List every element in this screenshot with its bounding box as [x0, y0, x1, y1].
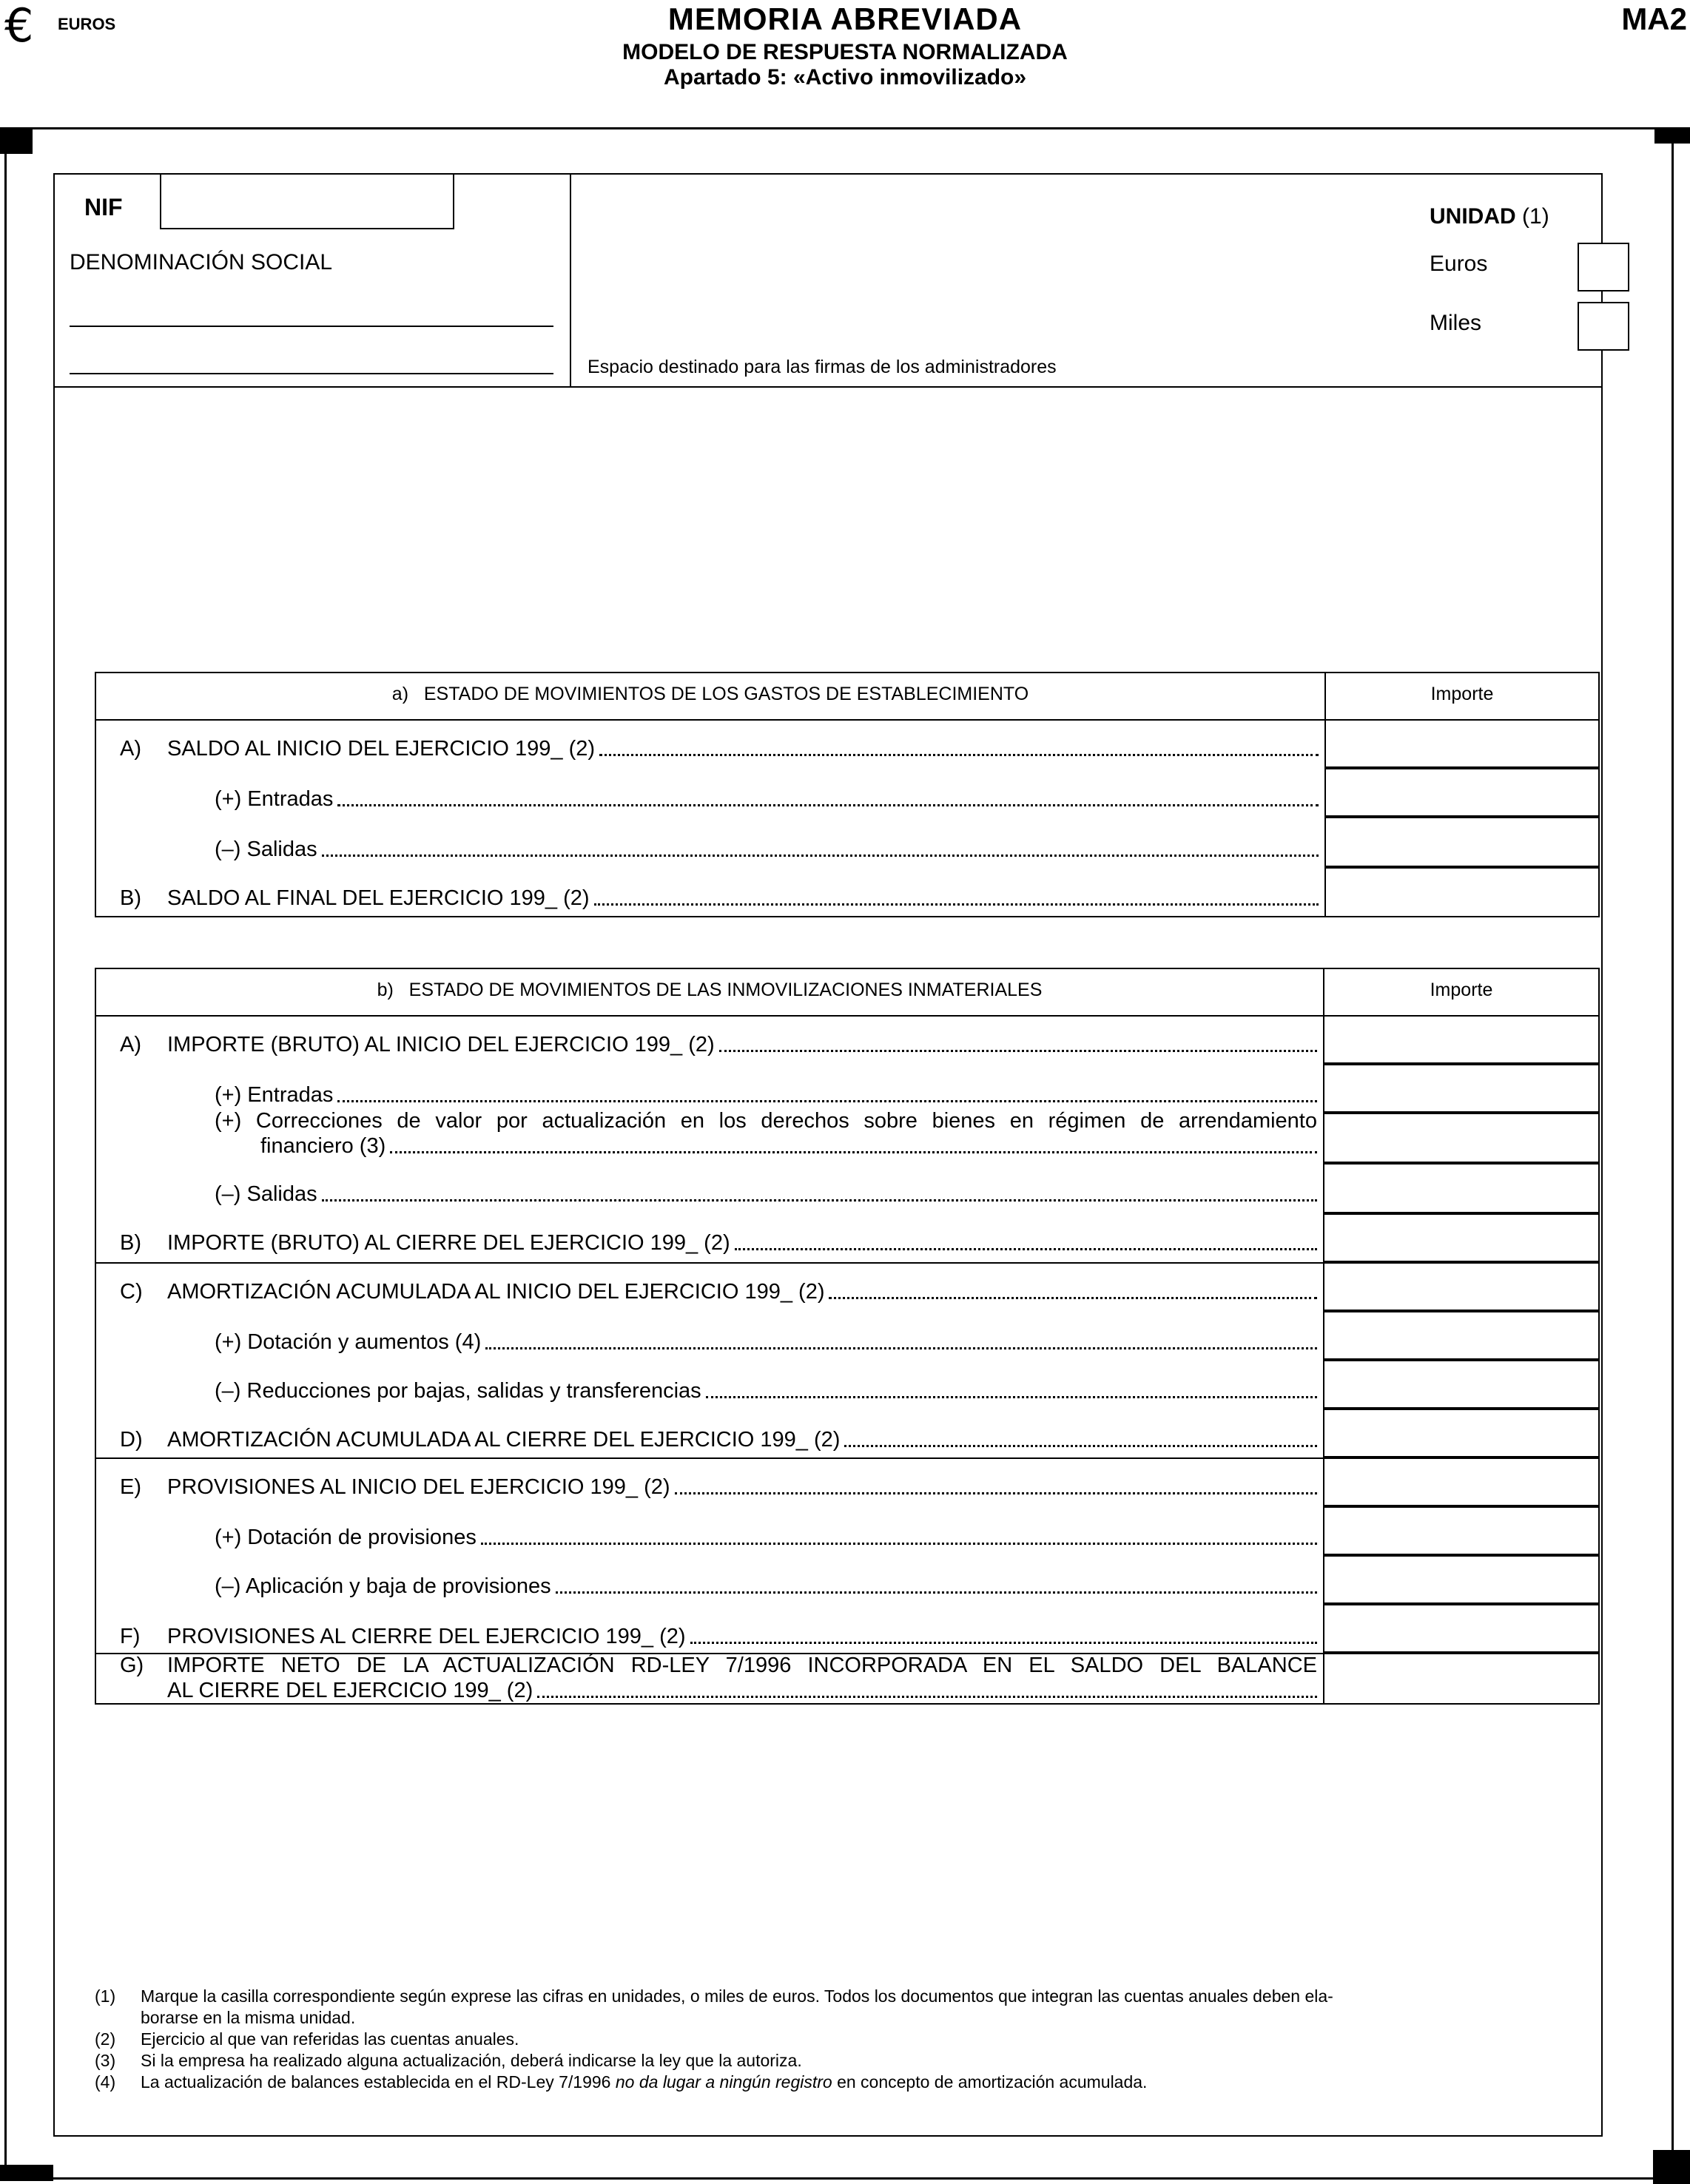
miles-label: Miles [1430, 311, 1482, 335]
table-b-row-label [120, 1231, 1317, 1256]
section-title: Apartado 5: «Activo inmovilizado» [663, 65, 1027, 90]
footnote-4-text-before: La actualización de balances establecida en el RD-Ley 7/1996 [141, 2072, 616, 2092]
table-b-row-leader-dots [481, 1542, 1317, 1545]
table-a-row-text: SALDO AL FINAL DEL EJERCICIO 199_ (2) [167, 886, 590, 910]
identification-divider [570, 173, 571, 388]
table-b-importe-cell[interactable] [1323, 1555, 1600, 1604]
table-b-importe-cell[interactable] [1323, 1262, 1600, 1311]
table-b-row-leader-dots [706, 1395, 1317, 1398]
table-a-header-prefix: a) [391, 684, 409, 704]
table-b-row-text: IMPORTE (BRUTO) AL INICIO DEL EJERCICIO 199_ (2) [167, 1033, 715, 1056]
firmas-label: Espacio destinado para las firmas de los administradores [588, 357, 1057, 377]
unidad-label-text: UNIDAD [1430, 204, 1516, 229]
table-b-row-leader-dots [690, 1641, 1317, 1644]
table-b-row-leader-dots [390, 1150, 1317, 1153]
table-b-row-label [120, 1625, 1317, 1649]
table-b-importe-cell[interactable] [1323, 1506, 1600, 1555]
table-b-row-text: PROVISIONES AL CIERRE DEL EJERCICIO 199_ (2) [167, 1625, 686, 1648]
miles-checkbox[interactable] [1578, 302, 1629, 351]
nif-label: NIF [84, 194, 123, 220]
table-b-row-text: (+) Entradas [215, 1083, 334, 1107]
table-a-row-code: B) [120, 886, 141, 910]
table-b-group-divider-2 [95, 1457, 1324, 1459]
table-b-row-label [120, 1475, 1317, 1500]
page-subtitle: MODELO DE RESPUESTA NORMALIZADA [622, 40, 1068, 64]
footnote-4-text-italic: no da lugar a ningún registro [615, 2072, 832, 2092]
denominacion-line-2[interactable] [70, 373, 553, 374]
table-b-row-line2 [260, 1133, 1317, 1159]
table-b-row-text: (–) Aplicación y baja de provisiones [215, 1574, 551, 1598]
table-b-importe-cell[interactable] [1323, 1064, 1600, 1113]
footnote-3 [95, 2050, 1597, 2072]
table-a-header [96, 684, 1324, 705]
table-b-row-code: F) [120, 1625, 141, 1648]
table-b-row-label [120, 1330, 1317, 1355]
table-b-row-text: IMPORTE NETO DE LA ACTUALIZACIÓN RD-LEY 7/1996 INCORPORADA EN EL SALDO DEL BALANCE [167, 1654, 1317, 1677]
table-b-importe-cell[interactable] [1323, 1653, 1600, 1705]
table-b-row-leader-dots [337, 1099, 1317, 1102]
table-b-row-label [120, 1379, 1317, 1403]
table-b-row-leader-dots [485, 1347, 1317, 1349]
footnote-1-line-2: borarse en la misma unidad. [141, 2008, 356, 2027]
table-b-row-label [120, 1526, 1317, 1550]
table-b-header-text: ESTADO DE MOVIMIENTOS DE LAS INMOVILIZACIONES INMATERIALES [408, 980, 1043, 1000]
page-title: MEMORIA ABREVIADA [667, 1, 1023, 36]
footnote-4-number: (4) [95, 2072, 116, 2092]
euros-label: Euros [1430, 252, 1488, 276]
table-a-importe-cell[interactable] [1324, 867, 1600, 917]
table-b-row-label [120, 1428, 1317, 1452]
corner-mark-bottom-right [1653, 2150, 1690, 2184]
footnote-4-text [141, 2072, 1620, 2093]
table-b-row-code: D) [120, 1428, 143, 1452]
denominacion-line-1[interactable] [70, 326, 553, 327]
nif-field[interactable] [160, 175, 454, 229]
table-a-row-code: A) [120, 737, 141, 761]
table-a-importe-cell[interactable] [1324, 719, 1600, 768]
table-a-header-text: ESTADO DE MOVIMIENTOS DE LOS GASTOS DE ESTABLECIMIENTO [423, 684, 1029, 704]
footnote-1-line-1: Marque la casilla correspondiente según exprese las cifras en unidades, o miles de euros. Todos los documentos que integran las cuentas anuales deben ela- [141, 1986, 1333, 2006]
table-b-importe-cell[interactable] [1323, 1311, 1600, 1360]
table-b-row-text: AMORTIZACIÓN ACUMULADA AL CIERRE DEL EJERCICIO 199_ (2) [167, 1428, 841, 1452]
table-b-importe-cell[interactable] [1323, 1604, 1600, 1653]
footnote-3-number: (3) [95, 2051, 116, 2070]
euros-checkbox[interactable] [1578, 243, 1629, 291]
table-b-row-label [120, 1574, 1317, 1599]
footnote-4-text-after: en concepto de amortización acumulada. [832, 2072, 1148, 2092]
table-b-row-leader-dots [537, 1695, 1317, 1698]
unidad-label [1430, 204, 1549, 229]
table-b-row-text: IMPORTE (BRUTO) AL CIERRE DEL EJERCICIO 199_ (2) [167, 1231, 730, 1255]
table-b-importe-header: Importe [1430, 980, 1493, 1000]
table-b-importe-cell[interactable] [1323, 1213, 1600, 1262]
footnote-2 [95, 2029, 1597, 2051]
table-a-row-leader-dots [599, 753, 1319, 756]
footnote-3-text: Si la empresa ha realizado alguna actualización, deberá indicarse la ley que la autoriza. [141, 2051, 802, 2070]
table-b-row-leader-dots [829, 1296, 1317, 1299]
table-a-row-text: (–) Salidas [215, 837, 317, 861]
table-b-row-leader-dots [675, 1492, 1317, 1494]
table-a-row-label [120, 787, 1319, 812]
table-b-row-line2 [167, 1678, 1317, 1703]
table-b-row-label [120, 1083, 1317, 1108]
unidad-note: (1) [1522, 204, 1549, 229]
table-a-row-leader-dots [337, 803, 1319, 806]
table-b-row-leader-dots [735, 1247, 1317, 1250]
footnote-1-number: (1) [95, 1986, 116, 2006]
corner-mark-top-left [0, 127, 33, 154]
corner-mark-top-right [1654, 127, 1690, 144]
table-a-row-leader-dots [594, 903, 1319, 906]
table-b-row-leader-dots [556, 1591, 1317, 1594]
table-b-row-text: (+) Correcciones de valor por actualización en los derechos sobre bienes en régimen de arrendamiento [215, 1109, 1317, 1133]
table-b-row-text: AMORTIZACIÓN ACUMULADA AL INICIO DEL EJERCICIO 199_ (2) [167, 1280, 825, 1304]
denominacion-label: DENOMINACIÓN SOCIAL [70, 250, 333, 274]
table-a-row-label [120, 737, 1319, 761]
table-b-row-leader-dots [719, 1049, 1317, 1052]
table-a-row-label [120, 886, 1319, 911]
table-b-row-code: B) [120, 1231, 141, 1255]
table-b-row-code: G) [120, 1654, 144, 1677]
table-b-row-text2: AL CIERRE DEL EJERCICIO 199_ (2) [167, 1679, 533, 1702]
footnote-4 [95, 2072, 1597, 2094]
table-b-row-label [120, 1653, 1317, 1703]
table-a-row-text: (+) Entradas [215, 787, 334, 811]
table-b-row-text: (+) Dotación de provisiones [215, 1526, 477, 1549]
table-b-row-label [120, 1033, 1317, 1057]
table-a-row-label [120, 837, 1319, 862]
table-b-row-text: (–) Reducciones por bajas, salidas y transferencias [215, 1379, 701, 1403]
footnote-1 [95, 1986, 1597, 2029]
table-b-group-divider-1 [95, 1262, 1324, 1264]
table-b-importe-cell[interactable] [1323, 1457, 1600, 1506]
table-b-row-text: (+) Dotación y aumentos (4) [215, 1330, 482, 1354]
table-a-importe-cell[interactable] [1324, 768, 1600, 817]
table-b-row-label [120, 1182, 1317, 1207]
table-b-row-leader-dots [322, 1199, 1317, 1201]
euro-logo-icon: € [4, 0, 34, 53]
table-b-importe-cell[interactable] [1323, 1409, 1600, 1457]
table-b-row-code: C) [120, 1280, 143, 1304]
table-b-importe-cell[interactable] [1323, 1360, 1600, 1409]
table-b-importe-cell[interactable] [1323, 1113, 1600, 1163]
corner-mark-bottom-left [0, 2165, 53, 2181]
footnote-2-text: Ejercicio al que van referidas las cuentas anuales. [141, 2029, 519, 2049]
table-a-importe-cell[interactable] [1324, 817, 1600, 867]
footnote-2-number: (2) [95, 2029, 116, 2049]
table-a-row-text: SALDO AL INICIO DEL EJERCICIO 199_ (2) [167, 737, 596, 761]
euro-logo-label: EUROS [58, 15, 116, 33]
table-b-row-code: A) [120, 1033, 141, 1056]
table-a-importe-header: Importe [1430, 684, 1494, 704]
table-b-row-label [120, 1108, 1317, 1159]
table-a-row-leader-dots [322, 854, 1319, 857]
table-b-row-label [120, 1280, 1317, 1304]
table-b-row-code: E) [120, 1475, 141, 1499]
table-b-row-text2: financiero (3) [260, 1134, 386, 1158]
table-b-importe-cell[interactable] [1323, 1163, 1600, 1213]
table-b-header [96, 980, 1323, 1001]
table-b-row-text: PROVISIONES AL INICIO DEL EJERCICIO 199_ (2) [167, 1475, 670, 1499]
table-b-importe-cell[interactable] [1323, 1015, 1600, 1064]
table-b-header-prefix: b) [377, 980, 394, 1000]
table-b-row-leader-dots [844, 1444, 1317, 1447]
form-code: MA2 [1621, 1, 1687, 36]
footnote-1-text [141, 1986, 1620, 2029]
table-b-row-text: (–) Salidas [215, 1182, 317, 1206]
